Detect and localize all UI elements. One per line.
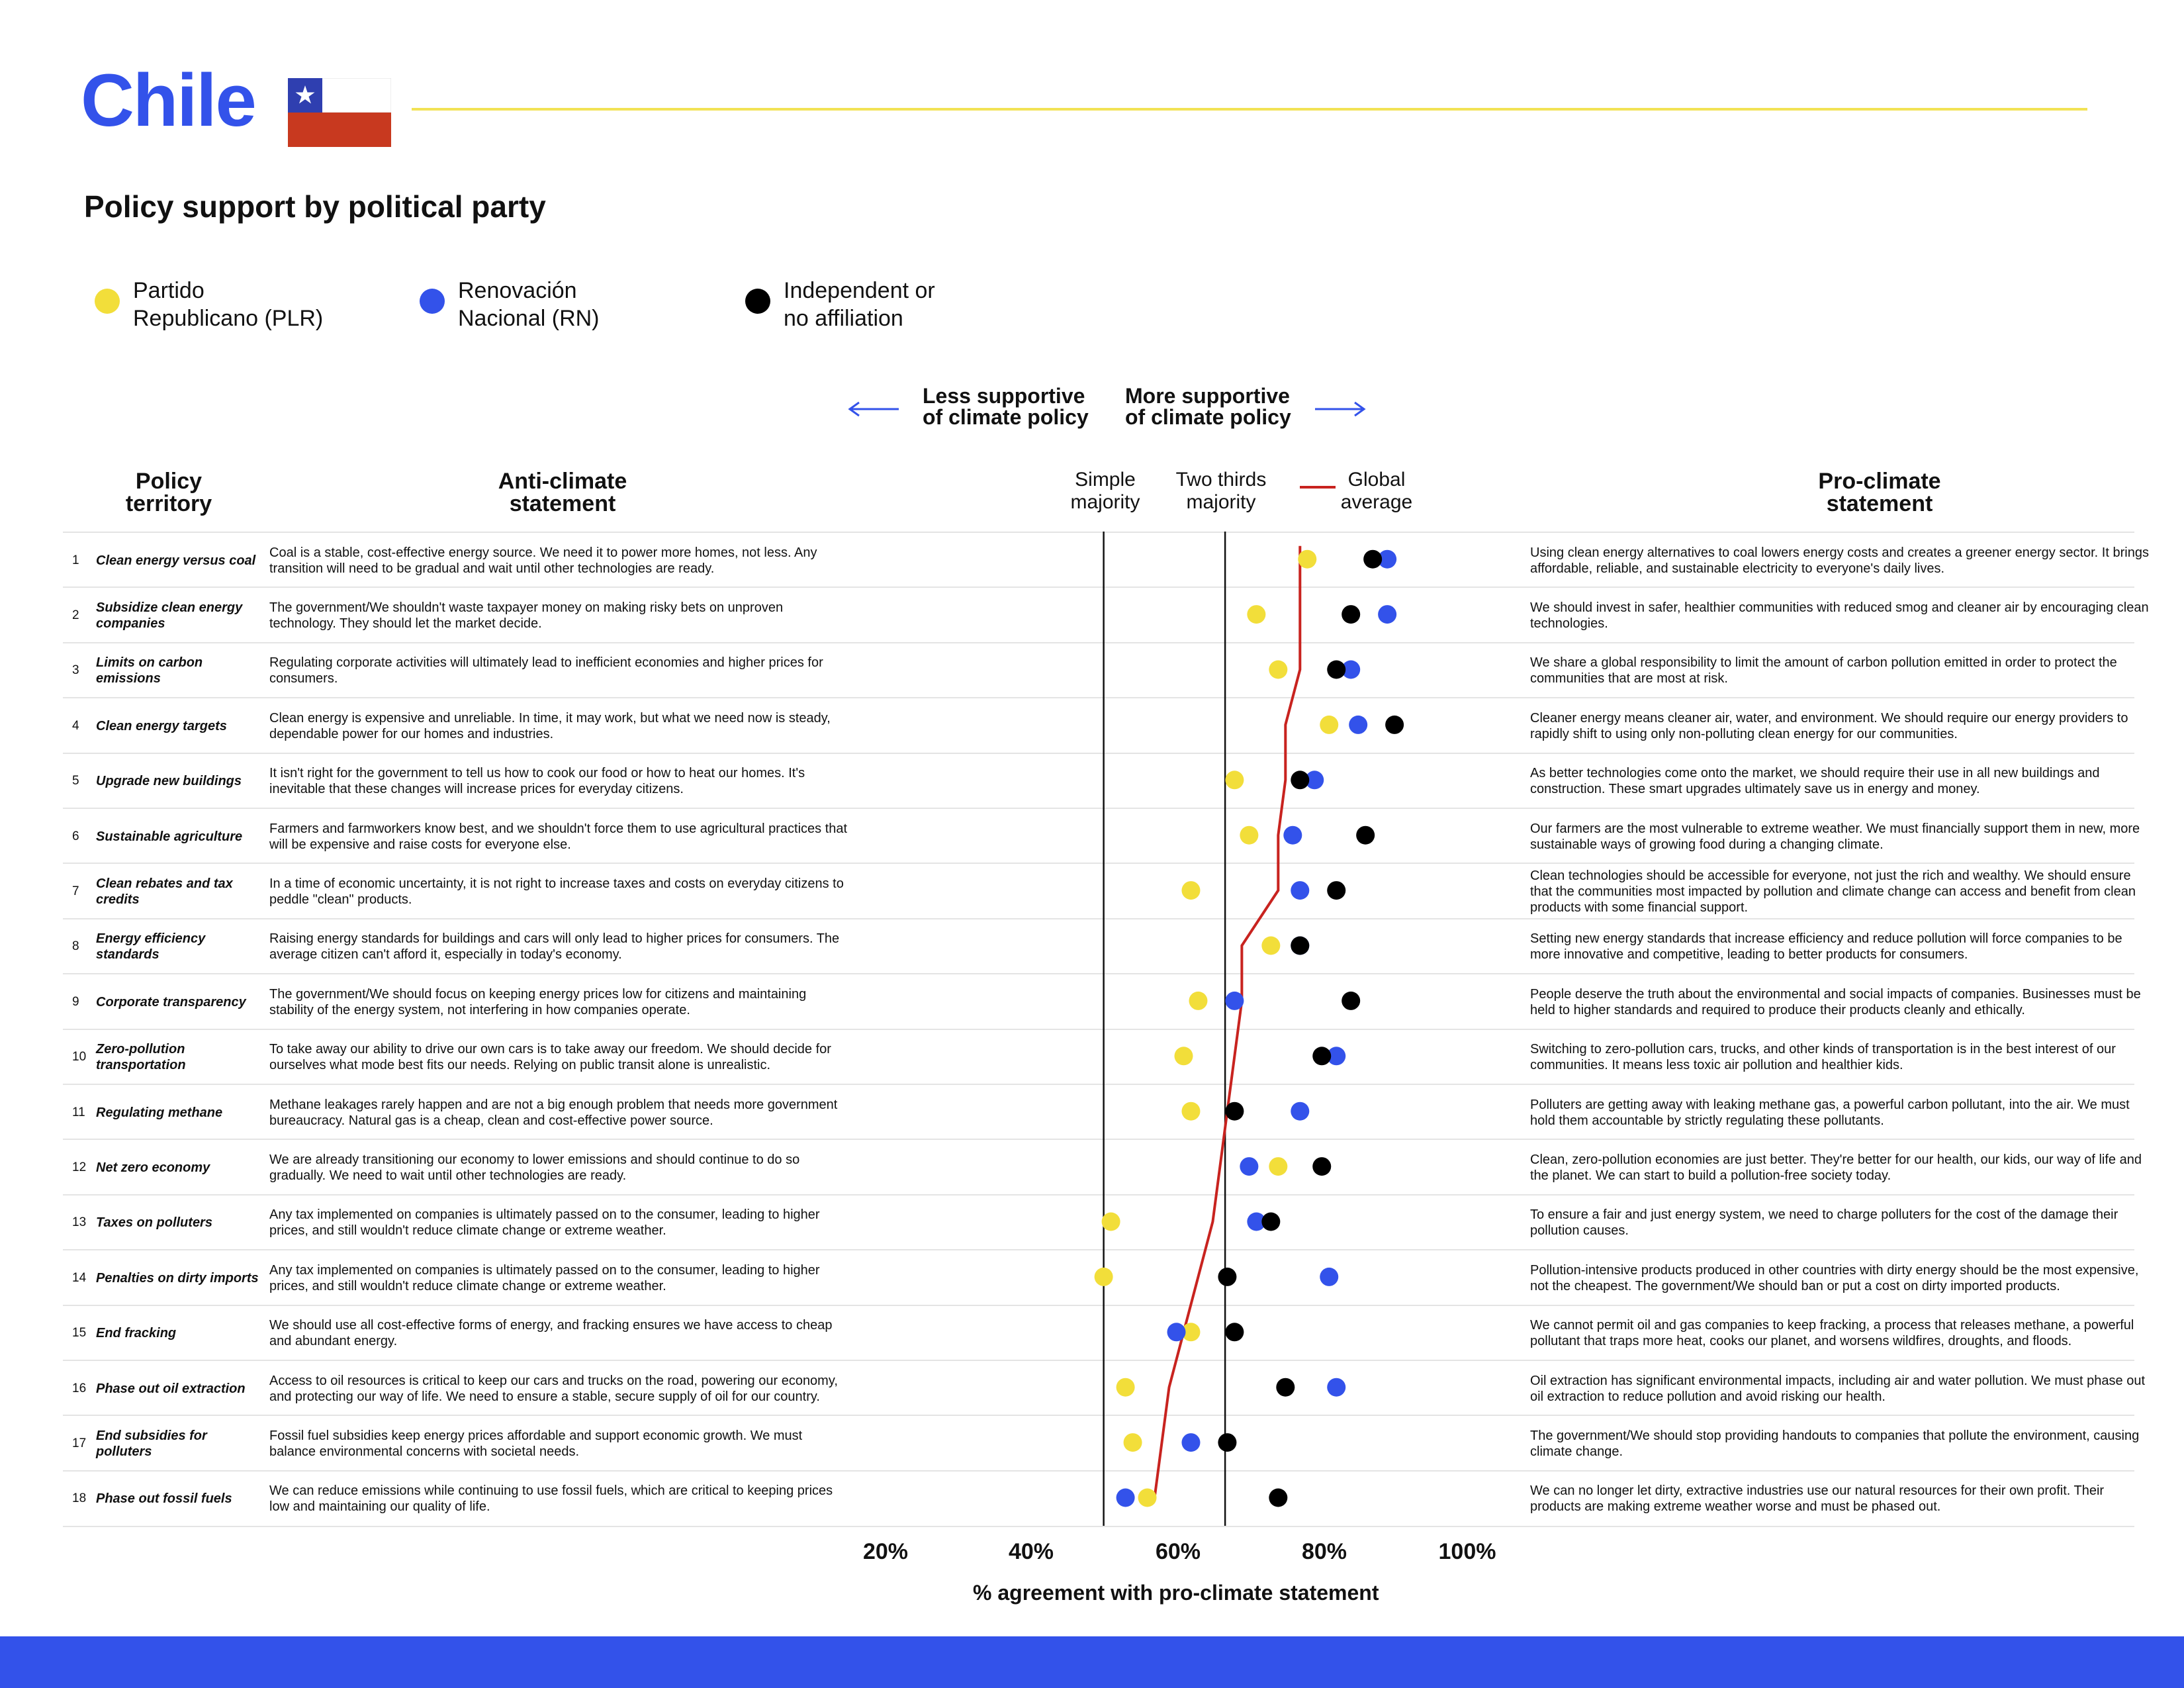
plr-dot [1181, 881, 1200, 900]
independent-dot [1291, 937, 1309, 955]
rn-dot [1283, 826, 1302, 845]
legend-label-plr: Partido Republicano (PLR) [133, 278, 324, 331]
table-bottom-rule [63, 1526, 2134, 1527]
independent-dot [1327, 881, 1345, 900]
pro-climate-statement: Cleaner energy means cleaner air, water, and environment. We should require our energy providers to rapidly shift to using only non-polluting clean energy for our communities. [1530, 710, 2128, 741]
plr-dot [1261, 937, 1280, 955]
pro-climate-statement: Polluters are getting away with leaking methane gas, a powerful carbon pollutant, into the air. We must hold them accountable by strictly regulating these pollutants. [1530, 1097, 2130, 1128]
two-thirds-majority-header: Two thirds majority [1175, 469, 1267, 513]
x-axis-label: % agreement with pro-climate statement [973, 1581, 1379, 1605]
row-number: 10 [72, 1050, 87, 1064]
rn-dot [1291, 881, 1309, 900]
legend-label-rn: Renovación Nacional (RN) [458, 278, 600, 331]
row-number: 14 [72, 1270, 87, 1285]
plr-dot [1138, 1489, 1157, 1507]
right-arrow-icon [1314, 401, 1367, 417]
anti-climate-statement: In a time of economic uncertainty, it is not right to increase taxes and costs on everyday citizens to peddle "clean" products. [269, 876, 844, 907]
policy-territory: Limits on carbon emissions [96, 655, 203, 686]
row-number: 12 [72, 1160, 87, 1174]
plr-dot [1320, 716, 1338, 734]
x-tick-20: 20% [862, 1539, 909, 1564]
independent-dot [1225, 1102, 1244, 1121]
legend-dot-rn [420, 289, 445, 314]
country-title: Chile [81, 59, 255, 142]
rn-dot [1327, 1378, 1345, 1397]
plr-dot [1247, 605, 1265, 624]
policy-territory-header: Policy territory [125, 469, 212, 516]
row-number: 11 [72, 1105, 85, 1119]
policy-territory: Subsidize clean energy companies [96, 600, 243, 631]
more-supportive-label: More supportive of climate policy [1125, 384, 1291, 429]
less-supportive-label: Less supportive of climate policy [923, 384, 1089, 429]
policy-territory: End subsidies for polluters [96, 1428, 207, 1459]
independent-dot [1342, 605, 1360, 624]
x-tick-40: 40% [1008, 1539, 1054, 1564]
policy-territory: Energy efficiency standards [96, 931, 206, 962]
pro-climate-statement: Our farmers are the most vulnerable to extreme weather. We must financially support them in new, more sustainable ways of growing food during a changing climate. [1530, 821, 2140, 852]
pro-climate-statement: Oil extraction has significant environmental impacts, including air and water pollution. We must phase out oil extraction to reduce pollution and avoid risking our health. [1530, 1373, 2145, 1404]
legend-item-rn [420, 277, 630, 332]
rn-dot [1320, 1268, 1338, 1286]
plr-dot [1189, 992, 1207, 1010]
anti-climate-statement: Farmers and farmworkers know best, and we shouldn't force them to use agricultural practices that will be expensive and raise costs for everyone else. [269, 821, 848, 852]
chart-subtitle: Policy support by political party [84, 189, 546, 224]
plr-dot [1095, 1268, 1113, 1286]
independent-dot [1356, 826, 1375, 845]
independent-dot [1363, 550, 1382, 569]
plr-dot [1298, 550, 1316, 569]
header-divider [412, 108, 2087, 111]
legend-item-independent [745, 277, 956, 332]
policy-territory: Phase out oil extraction [96, 1381, 246, 1396]
row-number: 6 [72, 829, 79, 843]
pro-climate-statement: Using clean energy alternatives to coal lowers energy costs and creates a greener energy sector. It brings affordable, reliable, and sustainable electricity to everyone's daily lives. [1530, 545, 2149, 576]
rn-dot [1181, 1433, 1200, 1452]
anti-climate-statement: Coal is a stable, cost-effective energy source. We need it to power more homes, not less. Any transition will need to be gradual and wait until other technologies are ready. [269, 545, 817, 576]
rn-dot [1116, 1489, 1135, 1507]
anti-climate-statement: Raising energy standards for buildings and cars will only lead to higher prices for consumers. The average citizen can't afford it, especially in today's economy. [269, 931, 840, 962]
footer-band [0, 1636, 2184, 1688]
row-number: 4 [72, 718, 79, 733]
pro-climate-statement: We should invest in safer, healthier communities with reduced smog and cleaner air by encouraging clean technologies. [1530, 600, 2149, 631]
row-number: 5 [72, 774, 79, 788]
anti-climate-header: Anti-climate statement [498, 469, 627, 516]
anti-climate-statement: Any tax implemented on companies is ultimately passed on to the consumer, leading to higher prices, and still wouldn't reduce climate change or extreme weather. [269, 1207, 820, 1239]
legend-dot-plr [95, 289, 120, 314]
plr-dot [1181, 1102, 1200, 1121]
independent-dot [1218, 1433, 1236, 1452]
anti-climate-statement: To take away our ability to drive our own cars is to take away our freedom. We should decide for ourselves what mode best fits our needs. Relying on public transit alone is unrealistic. [269, 1042, 831, 1073]
policy-territory: Sustainable agriculture [96, 829, 243, 844]
policy-territory: Clean energy targets [96, 718, 227, 733]
plr-dot [1269, 1157, 1287, 1176]
anti-climate-statement: The government/We shouldn't waste taxpayer money on making risky bets on unproven technology. They should let the market decide. [269, 600, 784, 631]
policy-territory: End fracking [96, 1326, 177, 1341]
independent-dot [1269, 1489, 1287, 1507]
independent-dot [1342, 992, 1360, 1010]
rn-dot [1291, 1102, 1309, 1121]
row-number: 7 [72, 884, 79, 898]
anti-climate-statement: Regulating corporate activities will ultimately lead to inefficient economies and higher prices for consumers. [269, 655, 823, 686]
global-average-line [1155, 546, 1300, 1498]
anti-climate-statement: We are already transitioning our economy to lower emissions and should continue to do so gradually. We need to wait until other technologies are ready. [269, 1152, 800, 1183]
left-arrow-icon [847, 401, 900, 417]
independent-dot [1327, 661, 1345, 679]
policy-territory: Upgrade new buildings [96, 774, 242, 789]
pro-climate-statement: Setting new energy standards that increase efficiency and reduce pollution will force companies to be more innovative and competitive, leading to better products for consumers. [1530, 931, 2122, 962]
row-number: 15 [72, 1326, 87, 1340]
rn-dot [1240, 1157, 1258, 1176]
pro-climate-statement: People deserve the truth about the environmental and social impacts of companies. Businesses must be held to higher standards and required to produce their products cleanly and ethically. [1530, 986, 2141, 1017]
pro-climate-statement: We can no longer let dirty, extractive industries use our natural resources for their own profit. Their products are making extreme weather worse and must be phased out. [1530, 1483, 2105, 1515]
independent-dot [1225, 1323, 1244, 1341]
legend-label-independent: Independent or no affiliation [784, 278, 935, 331]
plr-dot [1269, 661, 1287, 679]
independent-dot [1312, 1047, 1331, 1065]
pro-climate-statement: To ensure a fair and just energy system, we need to charge polluters for the cost of the damage their pollution causes. [1530, 1207, 2118, 1239]
policy-territory: Phase out fossil fuels [96, 1491, 232, 1507]
simple-majority-header: Simple majority [1070, 469, 1140, 513]
anti-climate-statement: Access to oil resources is critical to keep our cars and trucks on the road, powering our economy, and protecting our way of life. We need to ensure a stable, secure supply of oil for our country. [269, 1373, 838, 1404]
plr-dot [1225, 771, 1244, 789]
chile-flag-icon [288, 78, 391, 147]
anti-climate-statement: Any tax implemented on companies is ultimately passed on to the consumer, leading to higher prices, and still wouldn't reduce climate change or extreme weather. [269, 1262, 820, 1293]
independent-dot [1291, 771, 1309, 789]
pro-climate-statement: We share a global responsibility to limit the amount of carbon pollution emitted in order to protect the communities that are most at risk. [1530, 655, 2117, 686]
x-tick-100: 100% [1438, 1539, 1496, 1564]
anti-climate-statement: Fossil fuel subsidies keep energy prices affordable and support economic growth. We must balance environmental concerns with societal needs. [269, 1428, 803, 1459]
rn-dot [1225, 992, 1244, 1010]
anti-climate-statement: Methane leakages rarely happen and are not a big enough problem that needs more government bureaucracy. Natural gas is a cheap, clean and cost-effective power source. [269, 1097, 838, 1128]
pro-climate-statement: Clean technologies should be accessible for everyone, not just the rich and wealthy. We should ensure that the communities most impacted by pollution and climate change can access and benefit from clean products with some financial support. [1530, 868, 2136, 915]
pro-climate-statement: We cannot permit oil and gas companies to keep fracking, a process that releases methane, a powerful pollutant that traps more heat, cooks our planet, and worsens wildfires, droughts, and floods. [1530, 1318, 2134, 1349]
dot-plot [814, 516, 1476, 1526]
pro-climate-statement: As better technologies come onto the market, we should require their use in all new buildings and construction. These smart upgrades ultimately save us in energy and money. [1530, 766, 2100, 797]
rn-dot [1167, 1323, 1186, 1341]
x-tick-80: 80% [1301, 1539, 1347, 1564]
x-tick-60: 60% [1155, 1539, 1201, 1564]
rn-dot [1349, 716, 1367, 734]
plr-dot [1124, 1433, 1142, 1452]
row-number: 13 [72, 1215, 87, 1230]
pro-climate-statement: Switching to zero-pollution cars, trucks, and other kinds of transportation is in the best interest of our communities. It means less toxic air pollution and healthier kids. [1530, 1042, 2116, 1073]
row-number: 16 [72, 1381, 87, 1395]
policy-territory: Clean energy versus coal [96, 553, 256, 568]
independent-dot [1218, 1268, 1236, 1286]
policy-territory: Net zero economy [96, 1160, 210, 1175]
row-number: 3 [72, 663, 79, 678]
anti-climate-statement: We can reduce emissions while continuing to use fossil fuels, which are critical to keeping prices low and maintaining our quality of life. [269, 1483, 833, 1515]
independent-dot [1261, 1213, 1280, 1231]
independent-dot [1385, 716, 1404, 734]
row-number: 1 [72, 553, 79, 567]
row-number: 17 [72, 1436, 87, 1450]
plr-dot [1174, 1047, 1193, 1065]
pro-climate-statement: Clean, zero-pollution economies are just better. They're better for our health, our kids, our way of life and the planet. We can start to build a pollution-free society today. [1530, 1152, 2142, 1183]
policy-territory: Corporate transparency [96, 994, 246, 1009]
legend-item-plr [95, 277, 332, 332]
policy-territory: Zero-pollution transportation [96, 1042, 186, 1073]
plr-dot [1240, 826, 1258, 845]
policy-territory: Regulating methane [96, 1105, 223, 1120]
pro-climate-statement: The government/We should stop providing handouts to companies that pollute the environment, causing climate change. [1530, 1428, 2140, 1459]
policy-territory: Taxes on polluters [96, 1215, 212, 1231]
anti-climate-statement: Clean energy is expensive and unreliable. In time, it may work, but what we need now is steady, dependable power for our homes and industries. [269, 710, 831, 741]
independent-dot [1312, 1157, 1331, 1176]
row-number: 2 [72, 608, 79, 622]
legend-dot-independent [745, 289, 770, 314]
pro-climate-header: Pro-climate statement [1818, 469, 1941, 516]
plr-dot [1102, 1213, 1120, 1231]
anti-climate-statement: We should use all cost-effective forms of energy, and fracking ensures we have access to cheap and abundant energy. [269, 1318, 833, 1349]
anti-climate-statement: It isn't right for the government to tell us how to cook our food or how to heat our homes. It's inevitable that these changes will increase prices for everyday citizens. [269, 766, 805, 797]
pro-climate-statement: Pollution-intensive products produced in other countries with dirty energy should be the most expensive, not the cheapest. The government/We should ban or put a cost on dirty imported products. [1530, 1262, 2139, 1293]
row-number: 8 [72, 939, 79, 954]
plr-dot [1116, 1378, 1135, 1397]
row-number: 18 [72, 1491, 87, 1506]
independent-dot [1276, 1378, 1295, 1397]
policy-territory: Penalties on dirty imports [96, 1270, 259, 1286]
anti-climate-statement: The government/We should focus on keeping energy prices low for citizens and maintaining stability of the energy system, not interfering in how companies operate. [269, 986, 807, 1017]
rn-dot [1378, 605, 1396, 624]
row-number: 9 [72, 994, 79, 1009]
policy-territory: Clean rebates and tax credits [96, 876, 233, 907]
global-average-header: Global average [1340, 469, 1413, 513]
